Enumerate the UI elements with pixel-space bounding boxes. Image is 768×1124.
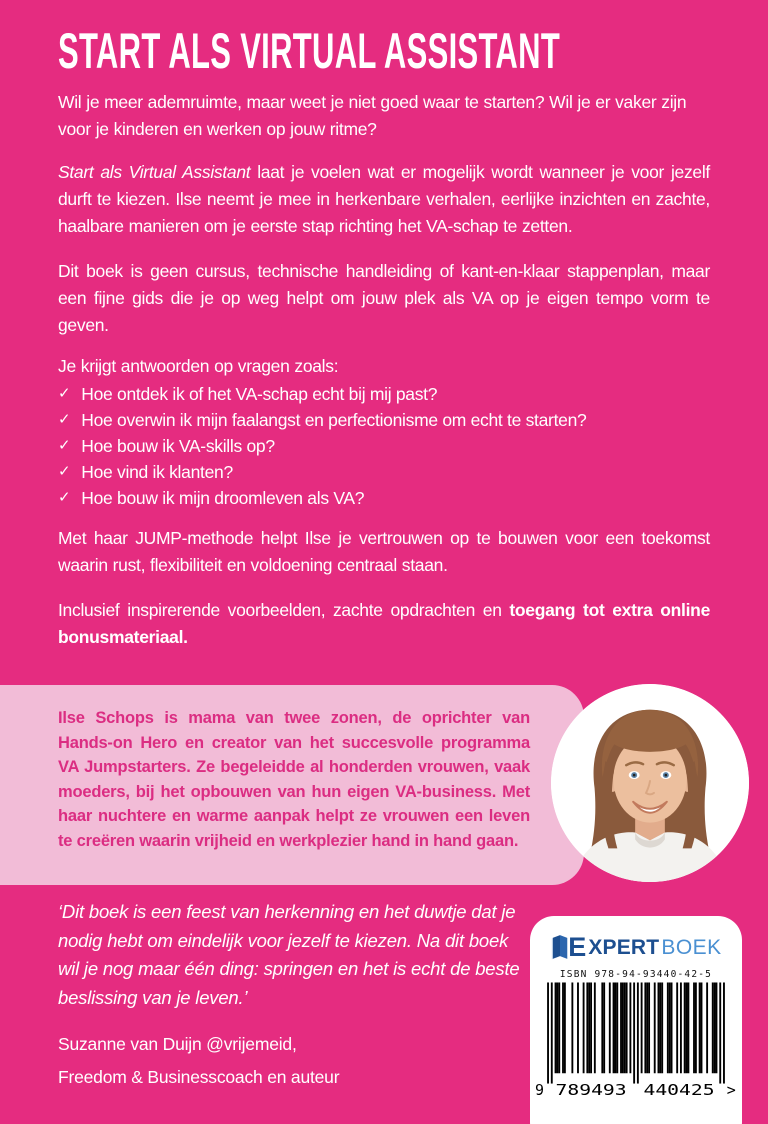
testimonial-quote: ‘Dit boek is een feest van herkenning en het duwtje dat je nodig hebt om eindelijk voor jezelf te kiezen. Na dit boek wil je nog maar één ding: springen en het is echt de beste beslissing van je leven.’ [58, 901, 520, 1008]
intro-paragraph: Wil je meer ademruimte, maar weet je niet goed waar te starten? Wil je er vaker zijn voor je kinderen en werken op jouw ritme? [58, 92, 687, 139]
logo-letter-e: E [568, 931, 587, 962]
barcode-digits-group2: 440425 [643, 1080, 715, 1099]
question-text: Hoe vind ik klanten? [81, 462, 233, 482]
questions-lead: Je krijgt antwoorden op vragen zoals: [58, 356, 339, 376]
book-title-italic: Start als Virtual Assistant [58, 162, 251, 182]
question-text: Hoe bouw ik VA-skills op? [81, 436, 275, 456]
book-description-rest: laat je voelen wat er mogelijk wordt wanneer je voor jezelf durft te kiezen. Ilse neemt je mee in herkenbare verhalen, eerlijke inzichten en zachte, haalbare manieren om je eerste stap richting het VA-schap te zetten. [58, 162, 710, 236]
barcode [534, 982, 738, 1099]
attribution-role: Freedom & Businesscoach en auteur [58, 1067, 340, 1087]
list-item [58, 433, 710, 459]
barcode-digits-group1: 789493 [555, 1080, 627, 1099]
author-photo [551, 684, 749, 882]
expertboek-logo [550, 932, 721, 962]
list-item [58, 459, 710, 485]
list-item [58, 485, 710, 511]
question-text: Hoe overwin ik mijn faalangst en perfectionisme om echt te starten? [81, 410, 587, 430]
barcode-digit-trail: > [726, 1080, 736, 1099]
checkmark-icon: ✓ [58, 411, 71, 428]
logo-boek-text: BOEK [661, 935, 722, 959]
jump-paragraph: Met haar JUMP-methode helpt Ilse je vertrouwen op te bouwen voor een toekomst waarin rust, flexibiliteit en voldoening centraal staan. [58, 528, 710, 575]
barcode-digit-lead: 9 [534, 1080, 544, 1099]
list-item [58, 381, 710, 407]
isbn-label: ISBN 978-94-93440-42-5 [559, 969, 713, 980]
author-portrait-illustration [551, 684, 749, 882]
main-copy [58, 24, 710, 651]
question-text: Hoe ontdek ik of het VA-schap echt bij mij past? [81, 384, 438, 404]
checkmark-icon: ✓ [58, 385, 71, 402]
barcode-bars [534, 982, 738, 1099]
checkmark-icon: ✓ [58, 463, 71, 480]
questions-checklist [58, 381, 710, 511]
checkmark-icon: ✓ [58, 437, 71, 454]
book-description-paragraph [58, 159, 710, 240]
question-text: Hoe bouw ik mijn droomleven als VA? [81, 488, 365, 508]
bonus-regular: Inclusief inspirerende voorbeelden, zachte opdrachten en [58, 600, 510, 620]
author-bio-text: Ilse Schops is mama van twee zonen, de oprichter van Hands-on Hero en creator van het succesvolle programma VA Jumpstarters. Ze begeleidde al honderden vrouwen, vaak moeders, bij het opbouwen van hun eigen VA-business. Met haar nuchtere en warme aanpak helpt ze vrouwen een leven te creëren waarin vrijheid en werkplezier hand in hand gaan. [58, 709, 530, 850]
testimonial-attribution [58, 1034, 524, 1087]
attribution-name: Suzanne van Duijn @vrijemeid, [58, 1034, 297, 1054]
checkmark-icon: ✓ [58, 489, 71, 506]
testimonial-block [58, 898, 524, 1087]
publisher-barcode-box [530, 916, 742, 1124]
bonus-paragraph [58, 597, 710, 651]
bonus-bold: toegang tot extra online bonusmateriaal. [58, 600, 710, 647]
gids-paragraph: Dit boek is geen cursus, technische handleiding of kant-en-klaar stappenplan, maar een fijne gids die je op weg helpt om jouw plek als VA op je eigen tempo vorm te geven. [58, 261, 710, 335]
list-item [58, 407, 710, 433]
page-title: START ALS VIRTUAL ASSISTANT [58, 23, 561, 79]
author-bio-panel [0, 685, 584, 885]
book-icon [550, 934, 570, 960]
logo-xpert-text: XPERT [588, 935, 660, 959]
